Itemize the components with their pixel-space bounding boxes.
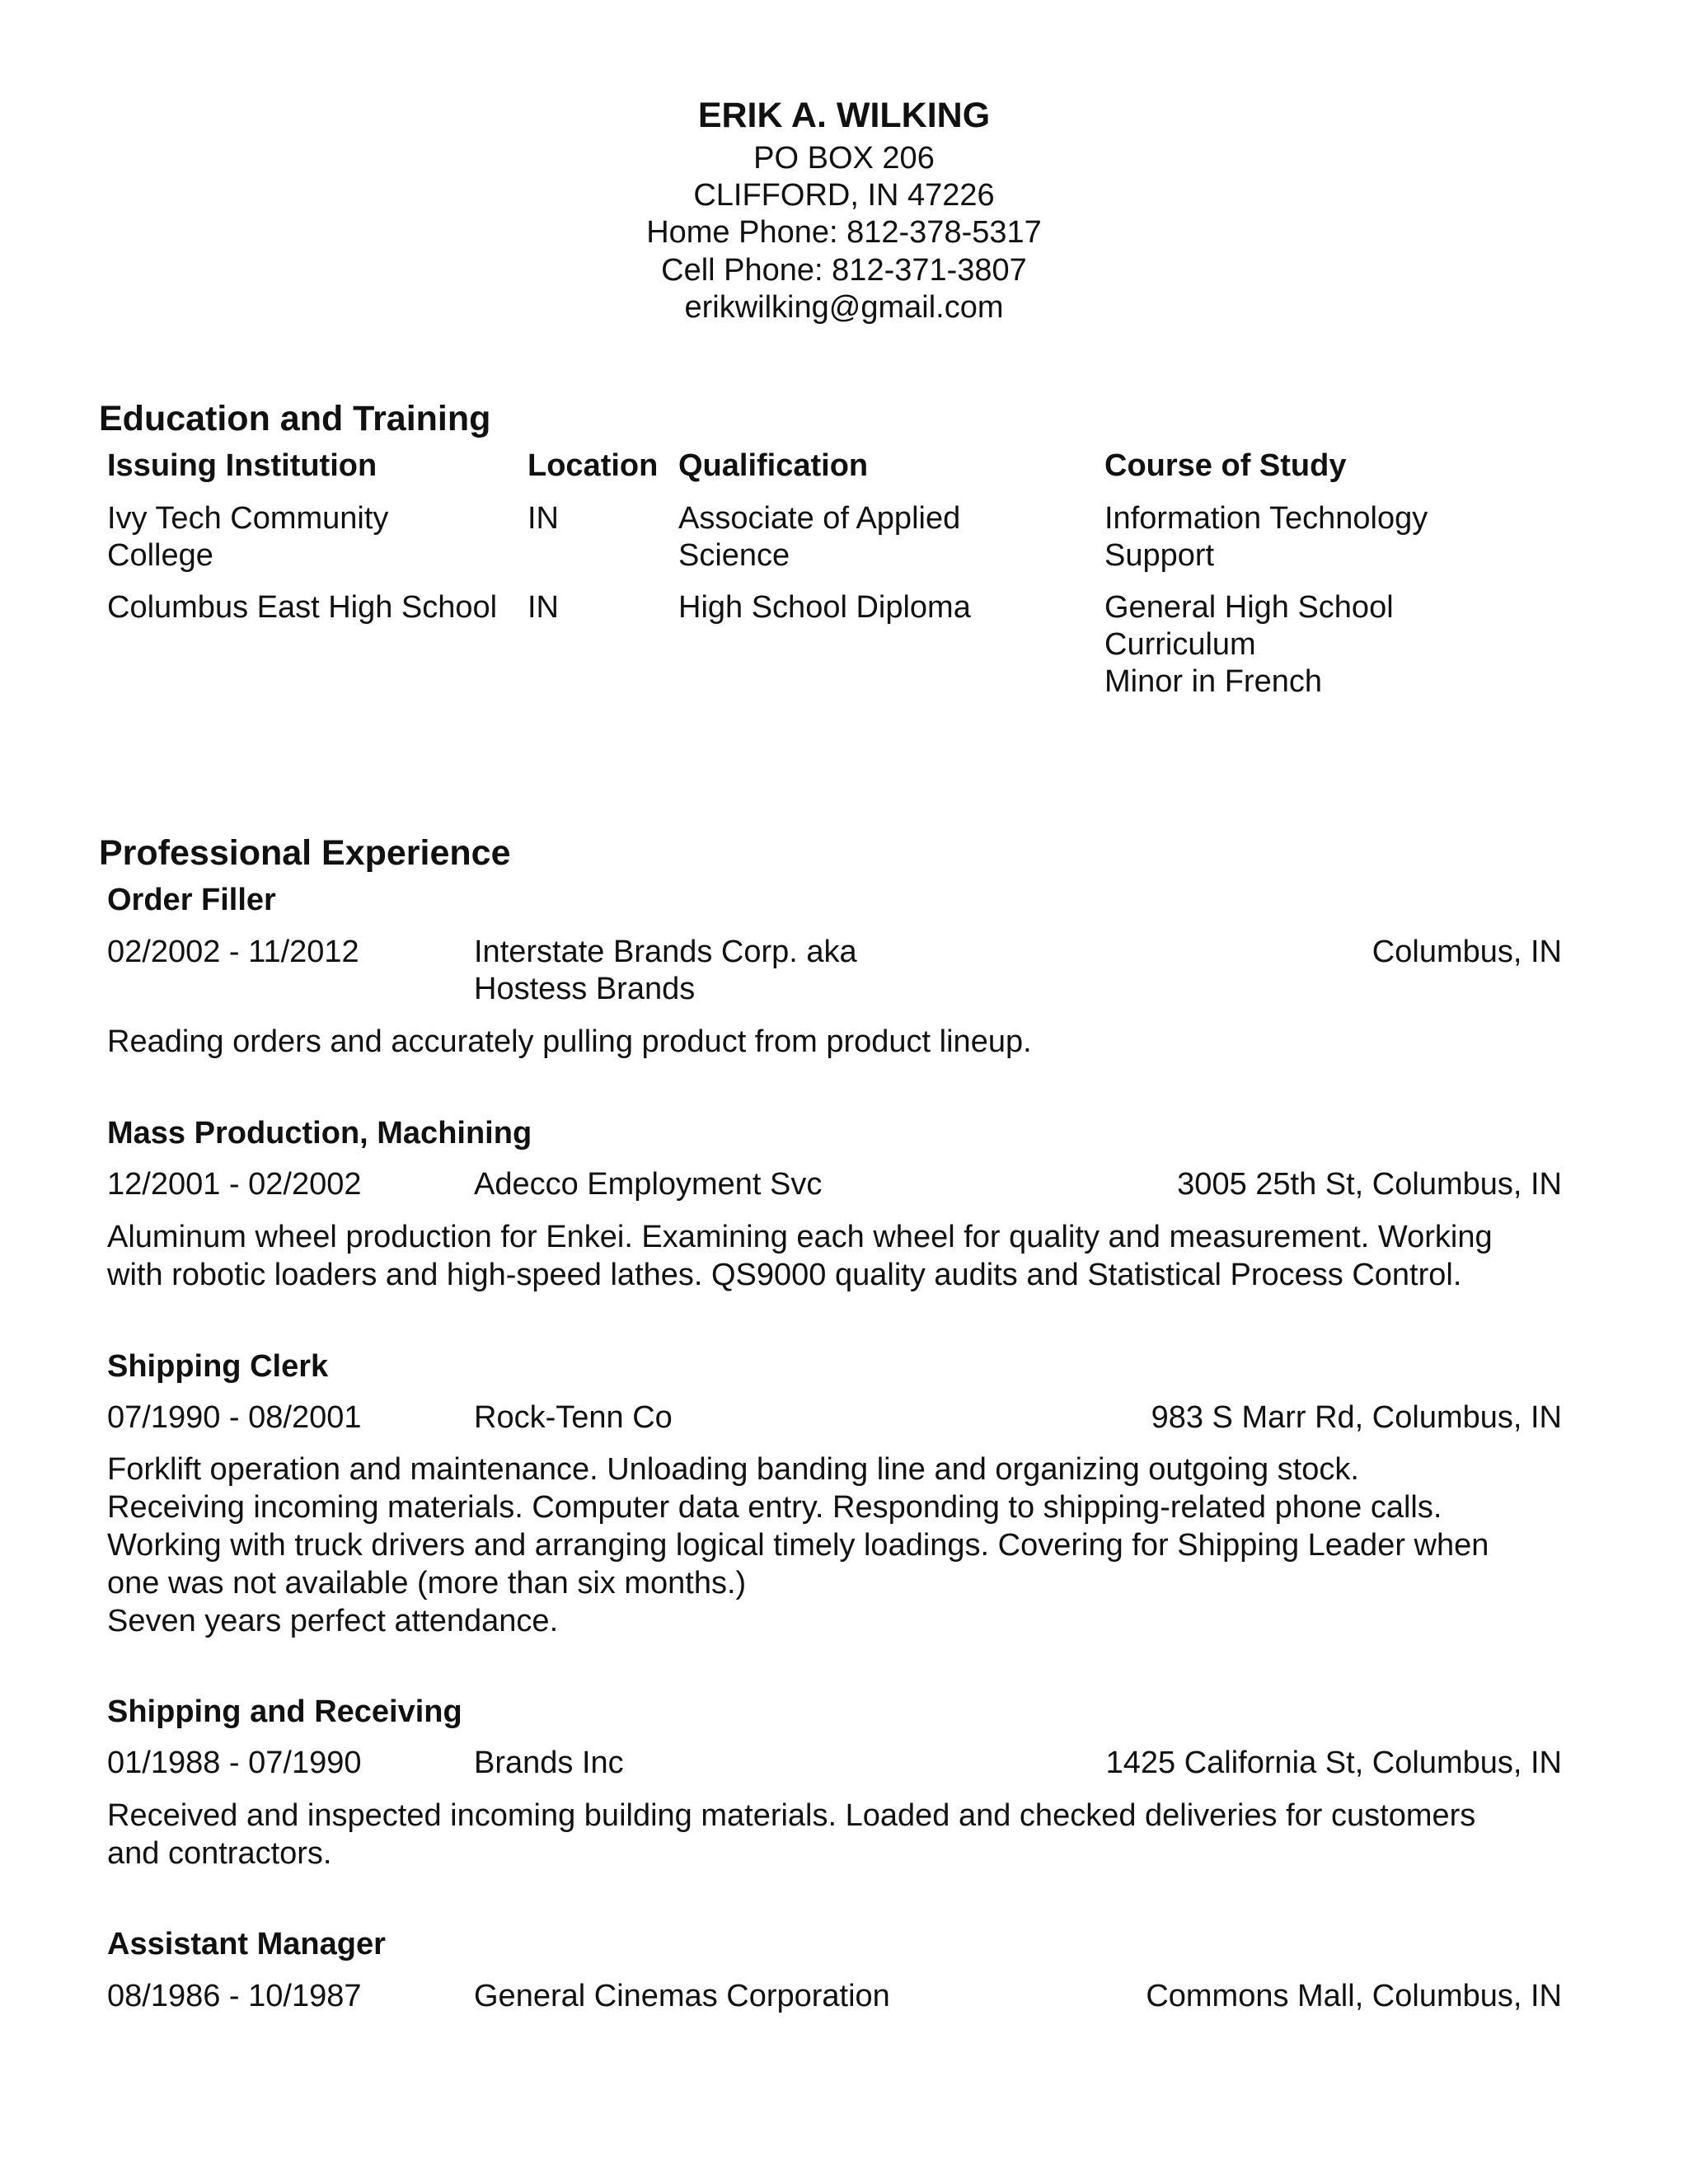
job-dates: 07/1990 - 08/2001: [107, 1400, 362, 1435]
job-title: Shipping and Receiving: [107, 1694, 462, 1729]
job-employer: Brands Inc: [474, 1746, 624, 1780]
job-dates: 02/2002 - 11/2012: [107, 935, 359, 969]
job-employer: General Cinemas Corporation: [474, 1979, 890, 2013]
resume-name: ERIK A. WILKING: [697, 96, 991, 135]
job-location: 983 S Marr Rd, Columbus, IN: [1151, 1400, 1562, 1435]
education-row-2-location: IN: [528, 590, 559, 625]
job-location: Columbus, IN: [1372, 935, 1562, 969]
job-description: Received and inspected incoming building materials. Loaded and checked deliveries for customers and contractors.: [107, 1798, 1476, 1871]
job-location: 3005 25th St, Columbus, IN: [1177, 1167, 1562, 1202]
education-row-2-qualification: High School Diploma: [678, 590, 971, 625]
email: erikwilking@gmail.com: [684, 290, 1004, 325]
job-dates: 12/2001 - 02/2002: [107, 1167, 362, 1202]
education-row-1-course: Information Technology Support: [1104, 501, 1428, 573]
job-title: Mass Production, Machining: [107, 1116, 532, 1151]
job-dates: 08/1986 - 10/1987: [107, 1979, 362, 2013]
job-location: 1425 California St, Columbus, IN: [1105, 1746, 1562, 1780]
job-location: Commons Mall, Columbus, IN: [1146, 1979, 1562, 2013]
job-employer: Rock-Tenn Co: [474, 1400, 673, 1435]
education-section-title: Education and Training: [99, 399, 491, 438]
education-row-1-institution: Ivy Tech Community College: [107, 501, 389, 573]
job-title: Assistant Manager: [107, 1927, 386, 1961]
column-header-institution: Issuing Institution: [107, 448, 377, 483]
job-dates: 01/1988 - 07/1990: [107, 1746, 362, 1780]
job-title: Shipping Clerk: [107, 1349, 329, 1384]
column-header-location: Location: [528, 448, 659, 483]
address-line-2: CLIFFORD, IN 47226: [693, 178, 995, 213]
address-line-1: PO BOX 206: [753, 141, 935, 176]
home-phone: Home Phone: 812-378-5317: [646, 215, 1042, 250]
experience-section-title: Professional Experience: [99, 833, 511, 873]
education-row-2-institution: Columbus East High School: [107, 590, 498, 625]
education-row-1-location: IN: [528, 501, 559, 536]
cell-phone: Cell Phone: 812-371-3807: [661, 253, 1027, 288]
job-employer: Adecco Employment Svc: [474, 1167, 823, 1202]
column-header-course: Course of Study: [1104, 448, 1347, 483]
column-header-qualification: Qualification: [678, 448, 869, 483]
education-row-1-qualification: Associate of Applied Science: [678, 501, 961, 573]
job-description: Forklift operation and maintenance. Unloading banding line and organizing outgoing stock. Receiving incoming materials. Computer data entry. Responding to shipping-related phone calls. Working with truck drivers and arranging logical timely loadings. Covering for Shipping Leader when one was not available (more than six months.) Seven years perfect attendance.: [107, 1452, 1489, 1638]
job-description: Reading orders and accurately pulling product from product lineup.: [107, 1024, 1032, 1059]
job-description: Aluminum wheel production for Enkei. Examining each wheel for quality and measurement. Working with robotic loaders and high-speed lathes. QS9000 quality audits and Statistical Process Control.: [107, 1220, 1493, 1292]
job-employer: Interstate Brands Corp. aka Hostess Brands: [474, 935, 857, 1006]
job-title: Order Filler: [107, 883, 276, 917]
education-row-2-course: General High School Curriculum Minor in French: [1104, 590, 1394, 699]
